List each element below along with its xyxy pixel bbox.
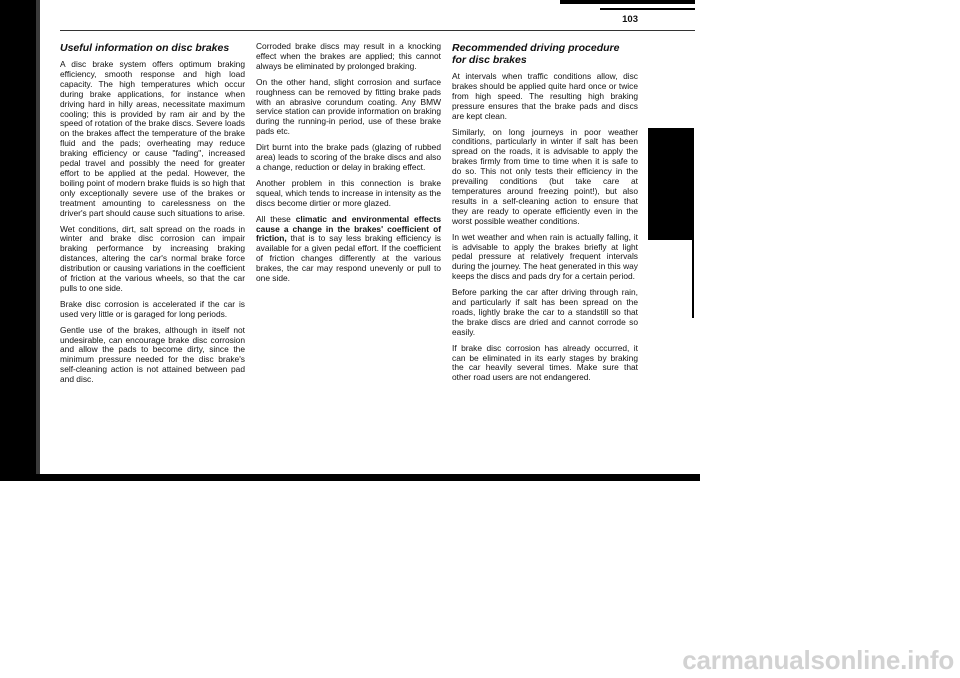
paragraph: A disc brake system offers optimum braking efficiency, smooth response and high load capacity. The high temperatures which occur during brake applications, for instance when driving hard in hilly areas, necessitate maximum cooling; this is provided by ram air and by the speed of rotation of the brake discs. Severe loads on the brakes affect the temperature of the brake fluid and the pads; overheating may reduce braking efficiency or cause "fading", increased pedal travel and possibly the need for greater effort to be applied at the pedal. However, the boiling point of modern brake fluids is so high that only exceptionally severe use of the brakes or treatment amounting to carelessness on the driver's part should cause such situations to arise. [60,59,246,218]
paragraph: At intervals when traffic conditions allow, disc brakes should be applied quite hard once or twice from high speed. The resulting high braking pressure ensures that the brake pads and discs are kept clean. [452,71,638,121]
paragraph: Similarly, on long journeys in poor weather conditions, particularly in winter if salt has been spread on the roads, it is advisable to apply the brakes firmly from time to time when it is safe to do so. This not only tests their efficiency in the prevailing conditions (but take care at temperatures around freezing point!), but also results in a self-cleaning action to ensure that they are ready to operate efficiently even in the worst possible weather conditions. [452,126,638,226]
top-edge-mark [560,0,695,4]
heading-line: for disc brakes [452,54,527,66]
paragraph-rest: that is to say less braking efficiency is available for a given pedal effort. If the coefficient of friction changes differently at the various brakes, the car may respond unevenly or pull to one side. [256,233,441,284]
paragraph: In wet weather and when rain is actually falling, it is advisable to apply the brakes briefly at light pedal pressure at relatively frequent intervals during the journey. The heat generated in this way keeps the discs and pads dry for a certain period. [452,231,638,282]
paragraph: Before parking the car after driving through rain, and particularly if salt has been spread on the roads, lightly brake the car to a standstill so that the brake discs are dried and cannot corrode so easily. [452,287,638,337]
chapter-thumb-tab [648,128,693,240]
section-heading: Useful information on disc brakes [60,42,230,54]
top-rule [60,30,695,31]
bottom-rule [0,474,700,481]
left-scan-edge [0,0,36,480]
watermark-text: carmanualsonline.info [682,645,954,675]
chapter-thumb-line [692,128,694,318]
left-scan-edge-shadow [36,0,40,480]
left-column [60,42,245,391]
paragraph: On the other hand, slight corrosion and surface roughness can be removed by fitting brake pads with an abrasive corundum coating. Any BMW service station can provide information on braking during the running-in period, use of these brake pads etc. [256,76,441,137]
section-heading-recommended [452,42,638,66]
paragraph-emphasis: climatic and environmental effects cause a change in the brakes' coefficient of friction, [256,213,441,244]
paragraph: Dirt burnt into the brake pads (glazing of rubbed area) leads to scoring of the brake discs and also a change, reduction or delay in braking effect. [256,142,441,172]
paragraph: If brake disc corrosion has already occurred, it can be eliminated in its early stages by braking the car heavily several times. Make sure that other road users are not endangered. [452,342,638,383]
paragraph: Another problem in this connection is brake squeal, which tends to increase in intensity as the discs become dirtier or more glazed. [256,177,441,208]
heading-line: Recommended driving procedure [452,42,620,54]
paragraph: Corroded brake discs may result in a knocking effect when the brakes are applied; this cannot always be eliminated by prolonged braking. [256,41,441,71]
right-column [452,42,638,389]
paragraph: Brake disc corrosion is accelerated if the car is used very little or is garaged for long periods. [60,298,245,319]
paragraph: Gentle use of the brakes, although in itself not undesirable, can encourage brake disc corrosion and allow the pads to become dirty, since the minimum pressure needed for the disc brake's self-cleaning action is not attained between pad and disc. [60,324,245,385]
paragraph-lead: All these [256,213,296,224]
top-edge-mark-thin [600,8,695,10]
paragraph: Wet conditions, dirt, salt spread on the roads in winter and brake disc corrosion can impair braking performance by increasing braking distances, altering the car's normal brake force distribution or causing variations in the coefficient of friction at the various wheels, so that the car pulls to one side. [60,223,245,293]
middle-column [256,42,441,290]
paragraph-coefficient [256,215,441,284]
page-number: 103 [622,14,638,25]
